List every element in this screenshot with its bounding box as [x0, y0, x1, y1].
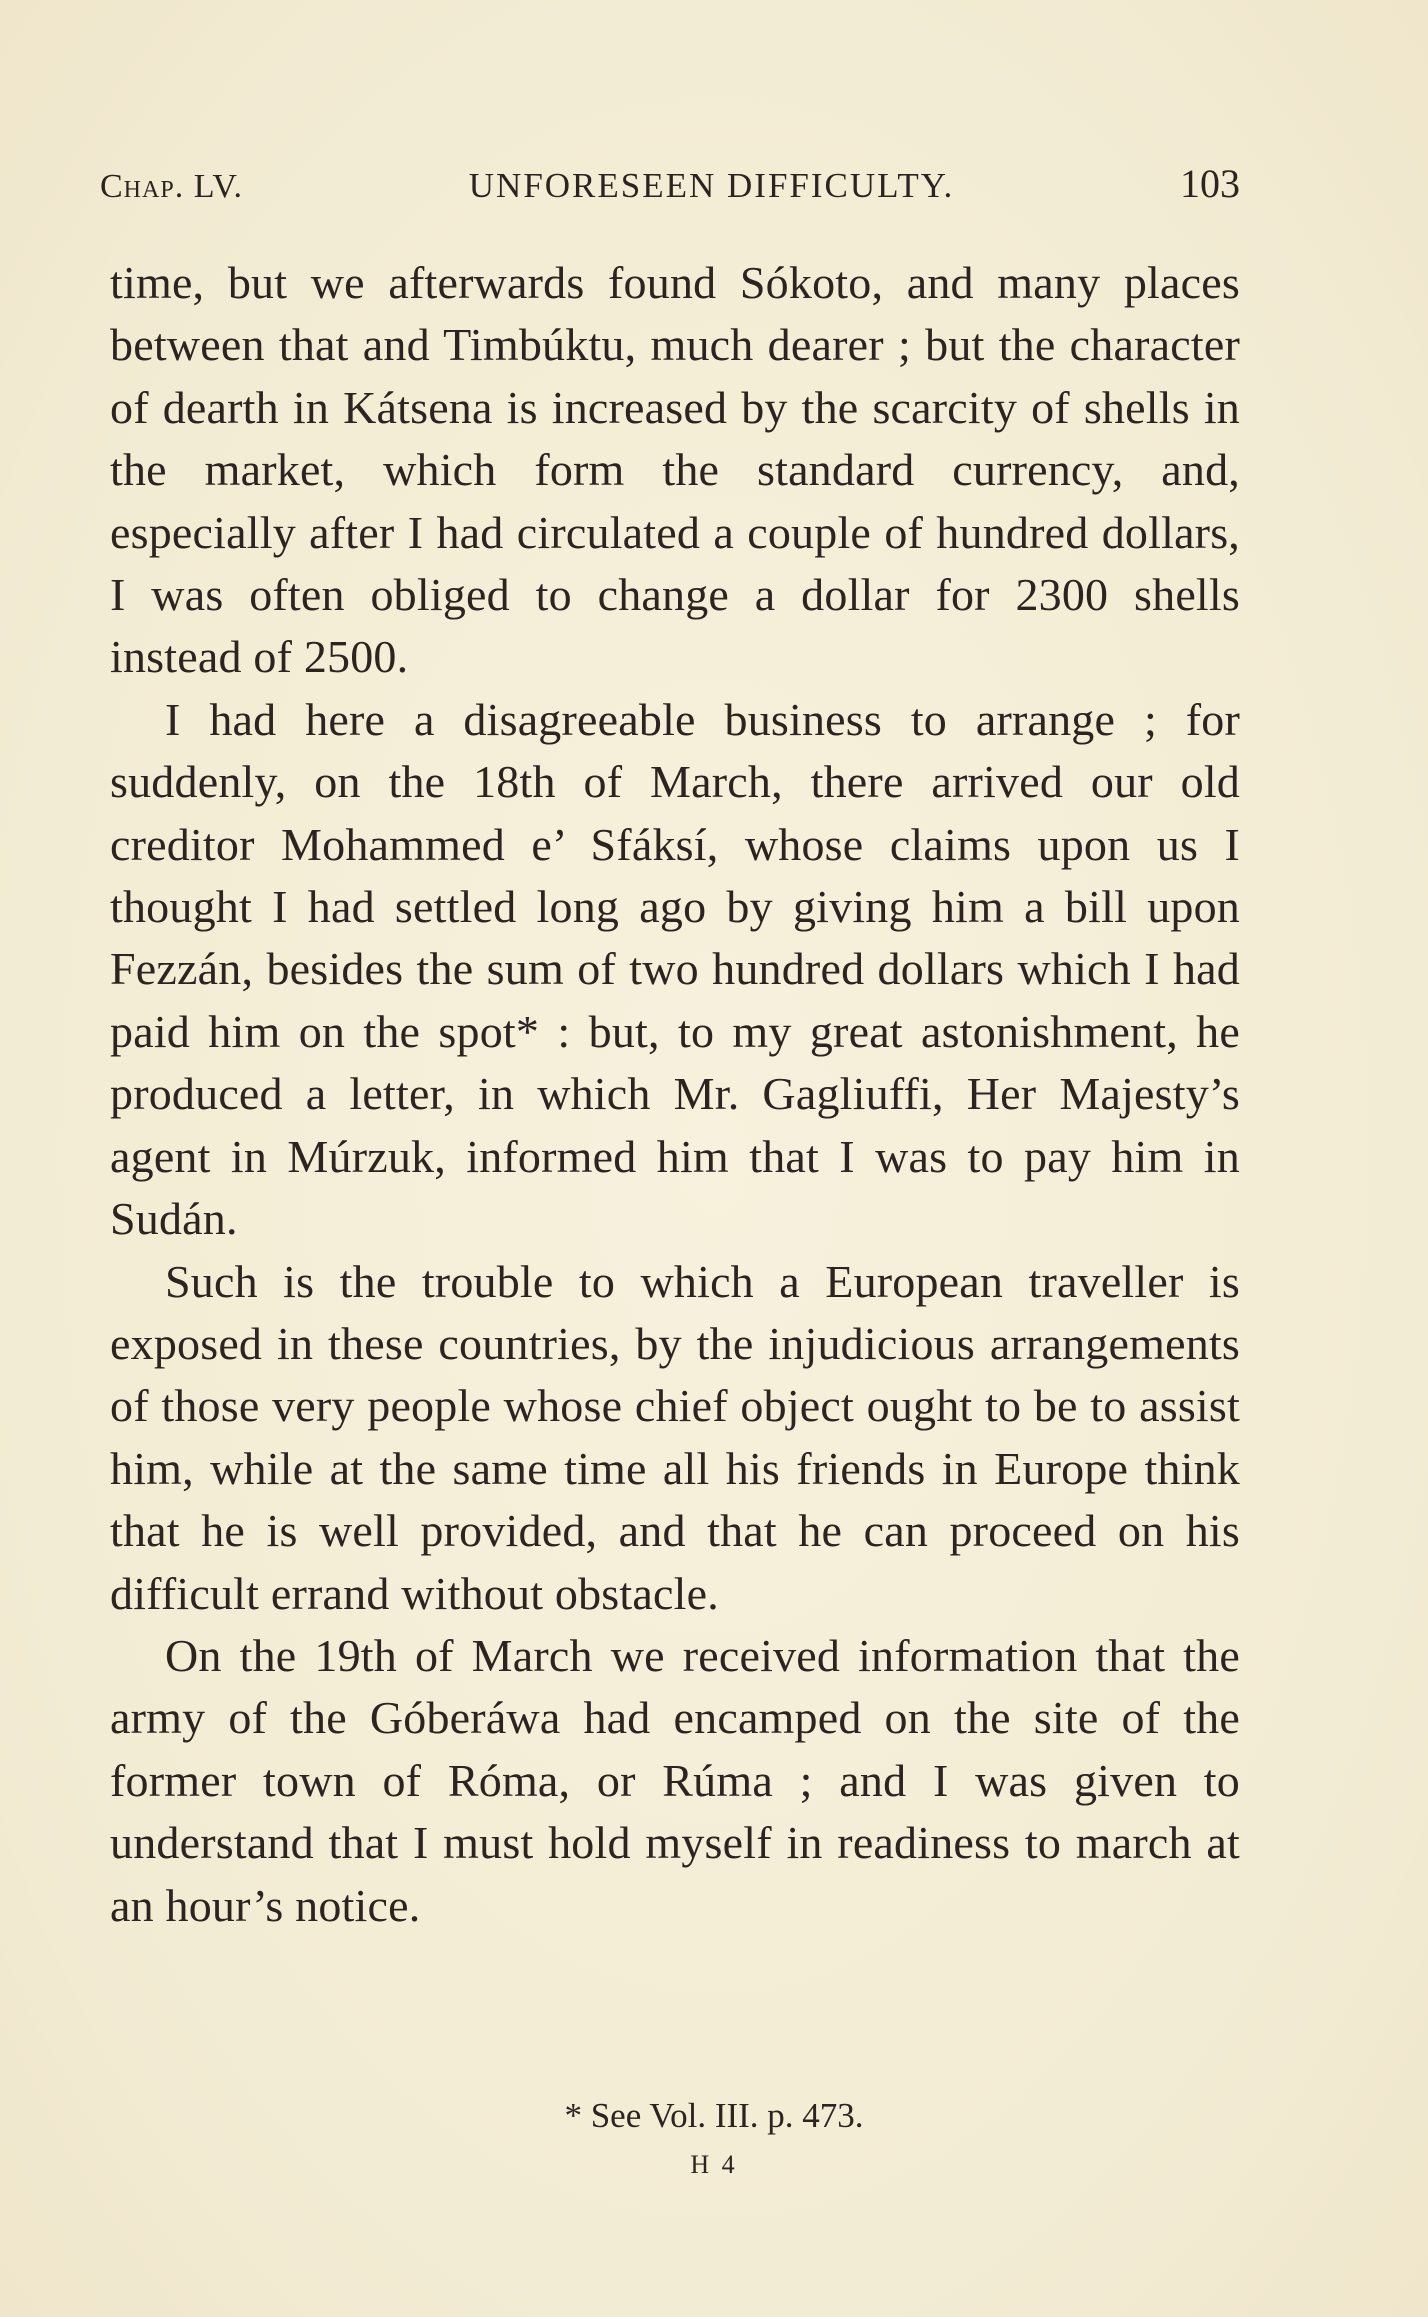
- running-title: UNFORESEEN DIFFICULTY.: [468, 166, 955, 205]
- paragraph: On the 19th of March we received information that the army of the Góberáwa had encamped on the site of the former town of Róma, or Rúma ; and I was given to understand that I must hold myself in readiness to march at an hour’s notice.: [110, 1629, 1240, 1931]
- paragraph: Such is the trouble to which a European traveller is exposed in these countries, by the injudicious arrangements of those very people whose chief object ought to be to assist him, while at the same time all his friends in Europe think that he is well provided, and that he can proceed on his difficult errand without obstacle.: [110, 1255, 1240, 1619]
- chapter-label: Chap. LV.: [100, 168, 244, 205]
- paragraph: time, but we afterwards found Sókoto, and many places between that and Timbúktu, much dearer ; but the character of dearth in Kátsena is increased by the scarcity of shells in the market, which form the standard currency, and, especially after I had circulated a couple of hundred dollars, I was often obliged to change a dollar for 2300 shells instead of 2500.: [110, 257, 1240, 683]
- body-text: [110, 252, 1240, 1937]
- page-header: [100, 160, 1240, 210]
- paragraph: I had here a disagreeable business to arrange ; for suddenly, on the 18th of March, there arrived our old creditor Mohammed e’ Sfáksí, whose claims upon us I thought I had settled long ago by giving him a bill upon Fezzán, besides the sum of two hundred dollars which I had paid him on the spot* : but, to my great astonishment, he produced a letter, in which Mr. Gagliuffi, Her Majesty’s agent in Múrzuk, informed him that I was to pay him in Sudán.: [110, 693, 1240, 1245]
- signature-mark: H 4: [690, 2150, 738, 2179]
- footnote: * See Vol. III. p. 473.: [564, 2096, 864, 2135]
- page-number: 103: [1179, 161, 1240, 206]
